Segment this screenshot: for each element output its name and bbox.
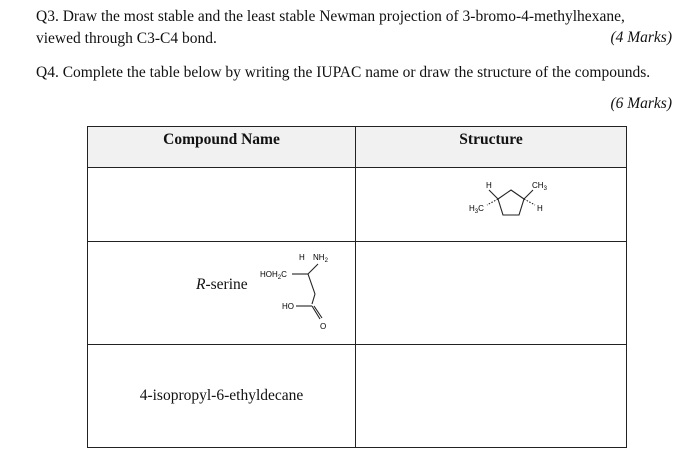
svg-text:H3C: $H_3C$ bbox=[469, 204, 484, 215]
o-label: O bbox=[320, 322, 327, 331]
ho-label: HO bbox=[282, 302, 294, 311]
row2-structure-cell bbox=[356, 242, 627, 345]
row1-structure-cell bbox=[356, 168, 627, 242]
row1-name-cell bbox=[88, 168, 356, 242]
structure-dimethylcyclopentane bbox=[356, 168, 626, 236]
h-label-right: H bbox=[537, 204, 543, 213]
q4-text: Q4. Complete the table below by writing the IUPAC name or draw the structure of the compounds. bbox=[36, 64, 651, 81]
svg-text:H bbox=[537, 204, 543, 213]
svg-text:H bbox=[486, 181, 492, 190]
q4-marks: (6 Marks) bbox=[610, 95, 672, 112]
svg-text:CH3: $CH_3$ bbox=[532, 181, 547, 192]
h-label-top: H bbox=[486, 181, 492, 190]
table-row bbox=[88, 345, 627, 448]
compound-table bbox=[87, 126, 627, 448]
h3c-label: H bbox=[469, 204, 475, 213]
nh2-label: NH bbox=[313, 253, 325, 262]
header-compound-name: Compound Name bbox=[88, 127, 356, 168]
svg-text:O bbox=[320, 322, 326, 331]
structure-r-serine bbox=[258, 242, 356, 344]
q3-line2: viewed through C3-C4 bond. bbox=[36, 30, 217, 47]
row2-name-cell bbox=[88, 242, 356, 345]
q3-line1: Q3. Draw the most stable and the least stable Newman projection of 3-bromo-4-methylhexane, bbox=[36, 8, 625, 25]
ch3-label: CH bbox=[532, 181, 544, 190]
compound-name-4-isopropyl-6-ethyldecane: 4-isopropyl-6-ethyldecane bbox=[88, 345, 356, 448]
svg-text:HO bbox=[282, 302, 294, 311]
header-structure: Structure bbox=[356, 127, 627, 168]
q3-marks: (4 Marks) bbox=[610, 29, 672, 46]
table-row bbox=[88, 168, 627, 242]
table-header-row bbox=[88, 127, 627, 168]
h-label: H bbox=[299, 253, 305, 262]
hoh2c-label: HOH bbox=[260, 270, 278, 279]
svg-text:NH2: $NH_2$ bbox=[313, 253, 328, 264]
svg-text:H bbox=[299, 253, 305, 262]
svg-text:HOH2C: $HOH_2C$ bbox=[260, 270, 287, 281]
compound-name-r-serine: R-serine bbox=[196, 276, 248, 293]
row3-structure-cell bbox=[356, 345, 627, 448]
table-row bbox=[88, 242, 627, 345]
